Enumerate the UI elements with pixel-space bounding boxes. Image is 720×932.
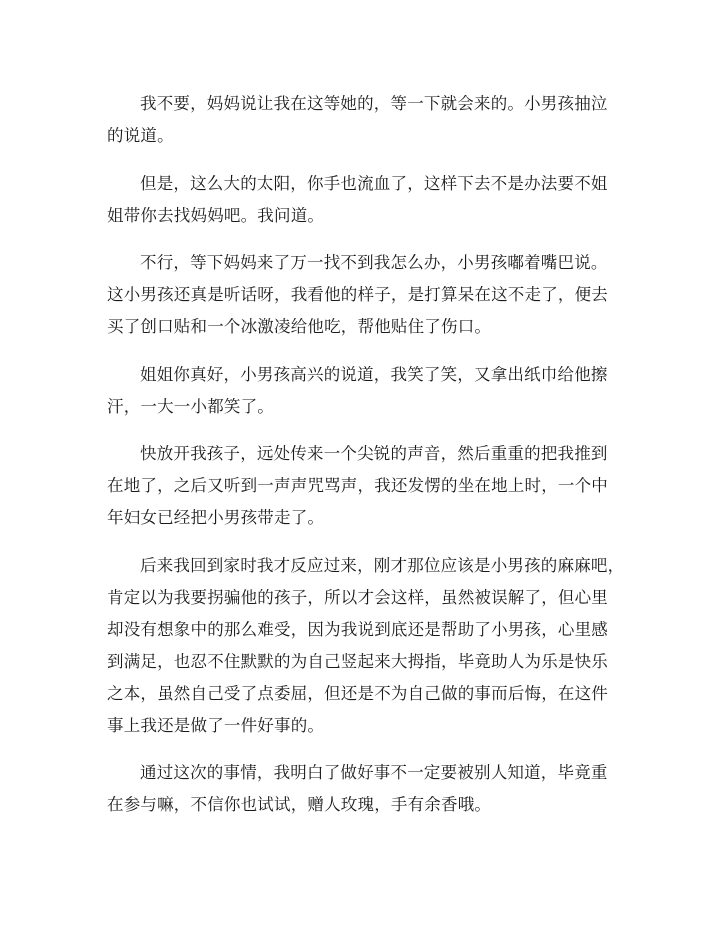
paragraph-7-line-1: 通过这次的事情，我明白了做好事不一定要被别人知道，毕竟重 <box>140 763 608 782</box>
paragraph-1-line-1: 我不要，妈妈说让我在这等她的，等一下就会来的。小男孩抽泣 <box>140 94 608 113</box>
paragraph-3-line-1: 不行，等下妈妈来了万一找不到我怎么办，小男孩嘟着嘴巴说。 <box>140 253 608 272</box>
paragraph-5-line-2: 在地了，之后又听到一声声咒骂声，我还发愣的坐在地上时，一个中 <box>107 476 608 495</box>
paragraph-5-line-1: 快放开我孩子，远处传来一个尖锐的声音，然后重重的把我推到 <box>140 444 608 463</box>
paragraph-6-line-1: 后来我回到家时我才反应过来，刚才那位应该是小男孩的麻麻吧， <box>140 556 625 575</box>
paragraph-7-line-2: 在参与嘛，不信你也试试，赠人玫瑰，手有余香哦。 <box>107 795 492 814</box>
paragraph-6-line-6: 事上我还是做了一件好事的。 <box>107 716 325 735</box>
paragraph-2-line-2: 姐带你去找妈妈吧。我问道。 <box>107 206 325 225</box>
paragraph-5-line-3: 年妇女已经把小男孩带走了。 <box>107 508 325 527</box>
paragraph-1-line-2: 的说道。 <box>107 126 174 145</box>
paragraph-6-line-3: 却没有想象中的那么难受，因为我说到底还是帮助了小男孩，心里感 <box>107 620 608 639</box>
paragraph-6-line-5: 之本，虽然自己受了点委屈，但还是不为自己做的事而后悔，在这件 <box>107 684 608 703</box>
paragraph-6-line-4: 到满足，也忍不住默默的为自己竖起来大拇指，毕竟助人为乐是快乐 <box>107 652 608 671</box>
paragraph-2-line-1: 但是，这么大的太阳，你手也流血了，这样下去不是办法要不姐 <box>140 174 608 193</box>
paragraph-4-line-2: 汗，一大一小都笑了。 <box>107 397 274 416</box>
paragraph-3-line-2: 这小男孩还真是听话呀，我看他的样子，是打算呆在这不走了，便去 <box>107 285 608 304</box>
paragraph-4-line-1: 姐姐你真好，小男孩高兴的说道，我笑了笑，又拿出纸巾给他擦 <box>140 365 608 384</box>
paragraph-3-line-3: 买了创口贴和一个冰激凌给他吃，帮他贴住了伤口。 <box>107 317 492 336</box>
paragraph-6-line-2: 肯定以为我要拐骗他的孩子，所以才会这样，虽然被误解了，但心里 <box>107 588 608 607</box>
